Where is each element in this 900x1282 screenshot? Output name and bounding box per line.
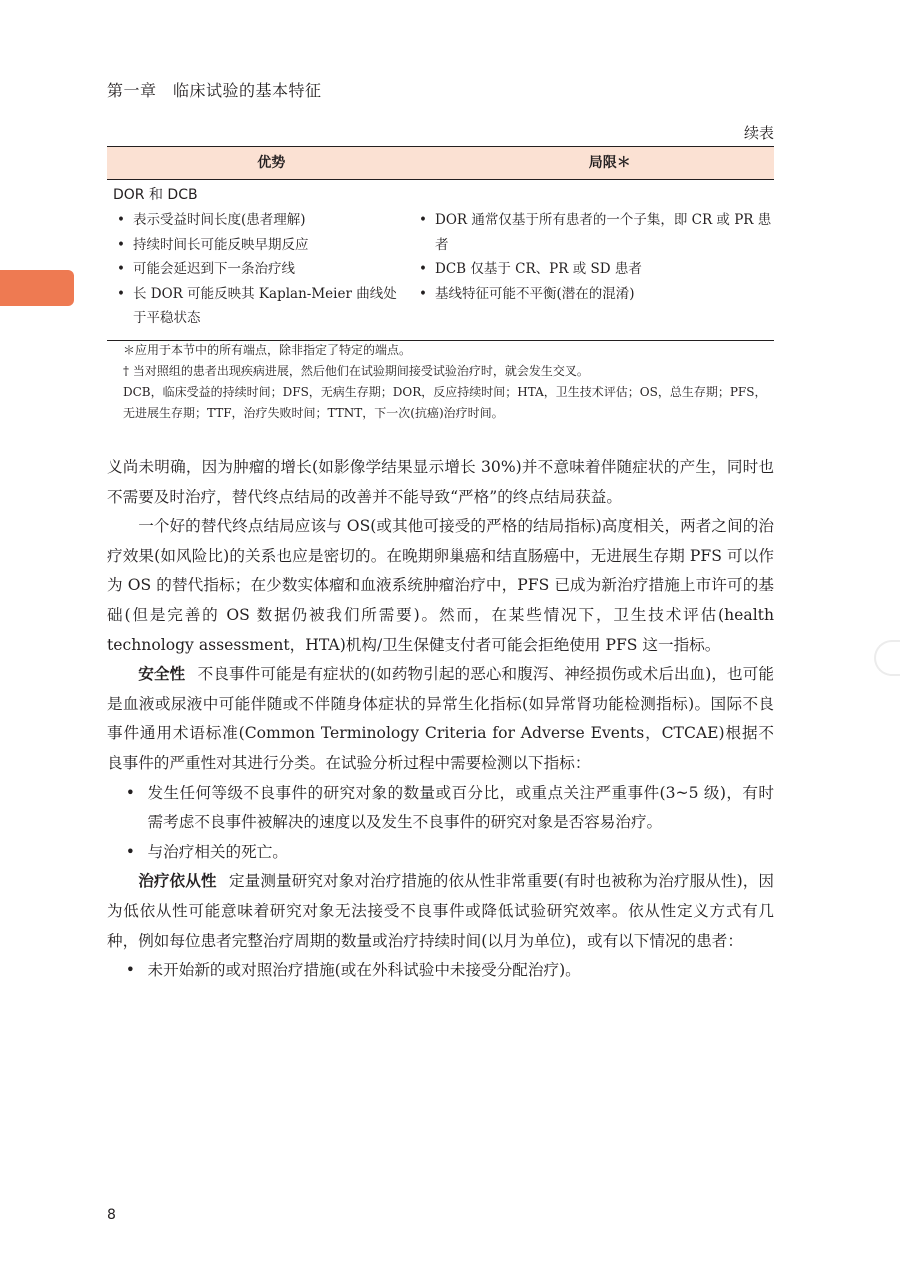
table-header [107, 147, 774, 179]
advantage-item: • 长 DOR 可能反映其 Kaplan-Meier 曲线处于平稳状态 [115, 282, 405, 331]
page-number: 8 [107, 1207, 116, 1223]
limitation-item: • DCB 仅基于 CR、PR 或 SD 患者 [417, 257, 777, 282]
adherence-text: 定量测量研究对象对治疗措施的依从性非常重要(有时也被称为治疗服从性)，因为低依从性可能意味着研究对象无法接受不良事件或降低试验研究效率。依从性定义方式有几种，例如每位患者完整治疗周期的数量或治疗持续时间(以月为单位)，或有以下情况的患者： [107, 872, 774, 950]
safety-text: 不良事件可能是有症状的(如药物引起的恶心和腹泻、神经损伤或术后出血)，也可能是血液或尿液中可能伴随或不伴随身体症状的异常生化指标(如异常肾功能检测指标)。国际不良事件通用术语标准(Common Terminology Criteria for Adverse Events，CTCAE)根据不良事件的严重性对其进行分类。在试验分析过程中需要检测以下指标： [107, 665, 774, 772]
limitation-item: • DOR 通常仅基于所有患者的一个子集，即 CR 或 PR 患者 [417, 208, 777, 257]
continued-label: 续表 [743, 124, 774, 142]
body-text [107, 453, 774, 986]
edge-mark [874, 640, 900, 676]
table-notes [107, 340, 777, 424]
advantage-item: • 表示受益时间长度(患者理解) [115, 208, 405, 233]
paragraph: 一个好的替代终点结局应该与 OS(或其他可接受的严格的结局指标)高度相关，两者之间的治疗效果(如风险比)的关系也应是密切的。在晚期卵巢癌和结直肠癌中，无进展生存期 PFS 可以作为 OS 的替代指标；在少数实体瘤和血液系统肿瘤治疗中，PFS 已成为新治疗措施上市许可的基础(但是完善的 OS 数据仍被我们所需要)。然而，在某些情况下，卫生技术评估(health technology assessment，HTA)机构/卫生保健支付者可能会拒绝使用 PFS 这一指标。 [107, 517, 774, 654]
safety-heading: 安全性 [138, 665, 186, 684]
advantages-list [115, 208, 405, 331]
header-limitations: 局限＊ [588, 155, 631, 171]
safety-paragraph [107, 660, 774, 778]
comparison-table [107, 146, 774, 341]
table-body [107, 179, 774, 340]
adherence-heading: 治疗依从性 [138, 872, 217, 891]
advantage-item: • 持续时间长可能反映早期反应 [115, 233, 405, 258]
bullet-item: • 发生任何等级不良事件的研究对象的数量或百分比，或重点关注严重事件(3~5 级)，有时需考虑不良事件被解决的速度以及发生不良事件的研究对象是否容易治疗。 [107, 779, 774, 838]
limitations-list [417, 208, 777, 306]
note-dagger: † 当对照组的患者出现疾病进展，然后他们在试验期间接受试验治疗时，就会发生交叉。 [123, 364, 589, 378]
paragraph: 义尚未明确，因为肿瘤的增长(如影像学结果显示增长 30%)并不意味着伴随症状的产生，同时也不需要及时治疗，替代终点结局的改善并不能导致“严格”的终点结局获益。 [107, 458, 774, 506]
note-abbreviations: DCB，临床受益的持续时间；DFS，无病生存期；DOR，反应持续时间；HTA，卫生技术评估；OS，总生存期；PFS，无进展生存期；TTF，治疗失败时间；TTNT，下一次(抗癌)治疗时间。 [123, 385, 767, 420]
group-title: DOR 和 DCB [113, 187, 198, 203]
header-advantages: 优势 [257, 155, 286, 171]
advantage-item: • 可能会延迟到下一条治疗线 [115, 257, 405, 282]
chapter-tab [0, 270, 74, 306]
bullet-item: • 与治疗相关的死亡。 [107, 838, 774, 868]
note-asterisk: ＊应用于本节中的所有端点，除非指定了特定的端点。 [123, 343, 412, 357]
adherence-paragraph [107, 867, 774, 956]
running-head: 第一章 临床试验的基本特征 [107, 81, 322, 100]
bullet-item: • 未开始新的或对照治疗措施(或在外科试验中未接受分配治疗)。 [107, 956, 774, 986]
limitation-item: • 基线特征可能不平衡(潜在的混淆) [417, 282, 777, 307]
